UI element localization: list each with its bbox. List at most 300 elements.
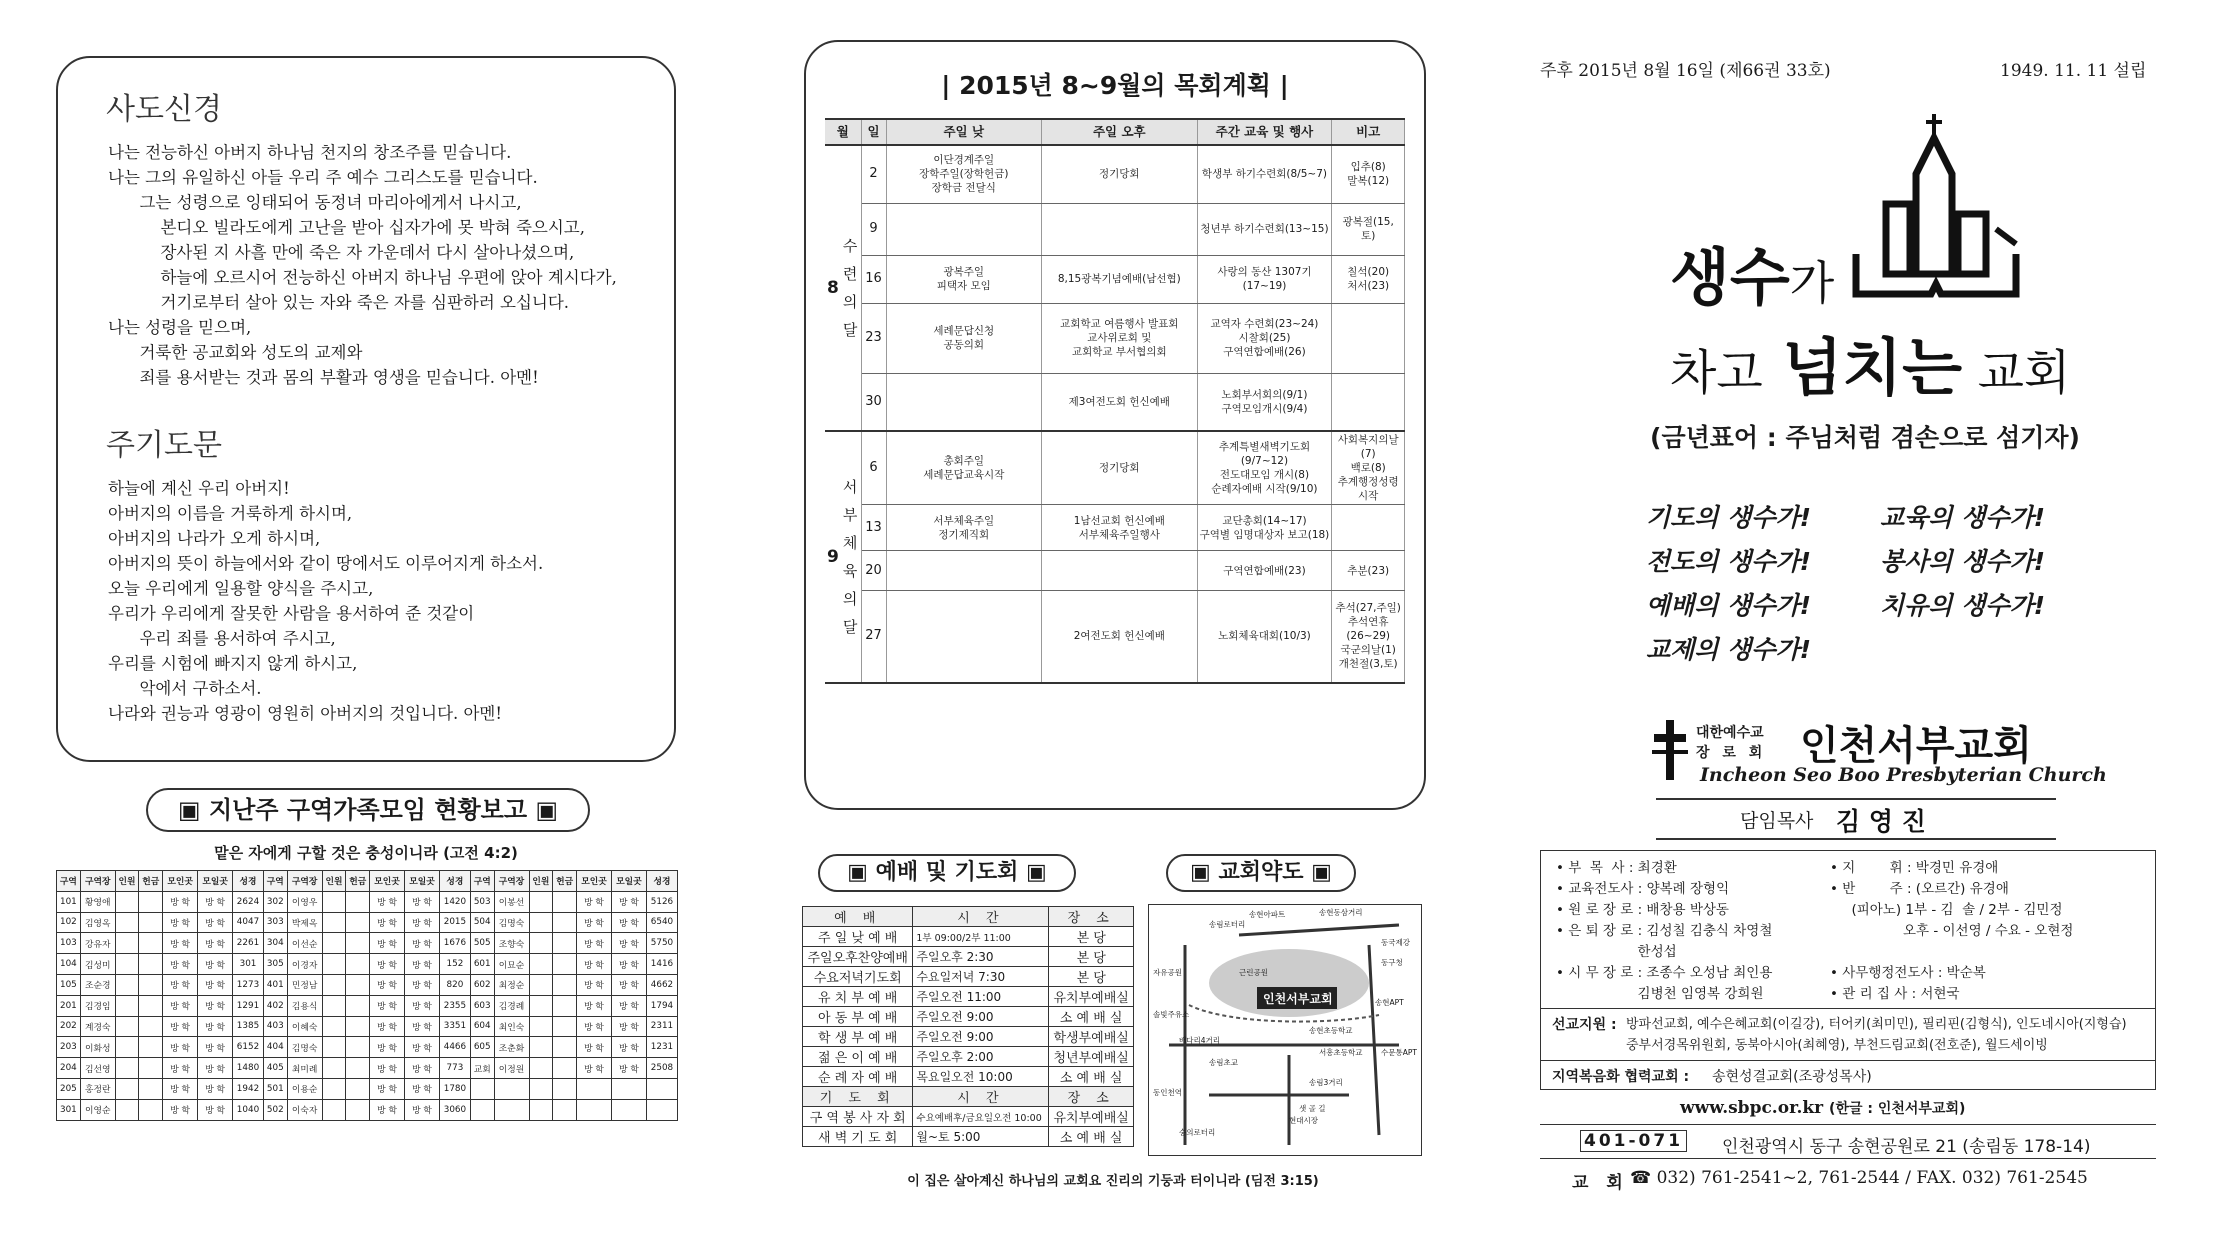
table-cell: 방 학 bbox=[370, 1016, 405, 1037]
table-cell bbox=[1042, 551, 1198, 591]
zip-code: 401-071 bbox=[1580, 1130, 1687, 1152]
table-row bbox=[57, 1037, 678, 1058]
table-cell: 추계특별새벽기도회(9/7~12) 전도대모임 개시(8) 순례자예배 시작(9/10) bbox=[1197, 431, 1332, 505]
table-cell bbox=[553, 1037, 577, 1058]
report-header-cell: 인원 bbox=[322, 871, 346, 892]
table-row bbox=[57, 891, 678, 912]
table-cell: 방 학 bbox=[370, 912, 405, 933]
table-cell: 본 당 bbox=[1049, 947, 1134, 967]
church-name-en: Incheon Seo Boo Presbyterian Church bbox=[1700, 764, 2107, 786]
map-label: 송림초교 bbox=[1209, 1058, 1238, 1067]
table-cell bbox=[346, 1037, 370, 1058]
table-cell: 1273 bbox=[233, 974, 264, 995]
table-cell: 황영애 bbox=[80, 891, 115, 912]
table-cell: 방 학 bbox=[198, 1058, 233, 1079]
table-cell: 박제옥 bbox=[287, 912, 322, 933]
table-cell: 3060 bbox=[439, 1099, 470, 1120]
prayer-line: 아버지의 나라가 오게 하시며, bbox=[108, 529, 321, 548]
table-cell: 방 학 bbox=[198, 1016, 233, 1037]
table-row bbox=[803, 947, 1134, 967]
table-cell bbox=[139, 1058, 163, 1079]
table-cell: 방 학 bbox=[198, 933, 233, 954]
table-cell bbox=[529, 974, 553, 995]
table-cell: 방 학 bbox=[577, 933, 612, 954]
table-cell: 방 학 bbox=[198, 1099, 233, 1120]
table-cell bbox=[529, 1099, 553, 1120]
cross-logo bbox=[1652, 720, 1688, 780]
table-cell: 본 당 bbox=[1049, 967, 1134, 987]
table-cell: 152 bbox=[439, 954, 470, 975]
table-cell: 603 bbox=[470, 995, 494, 1016]
table-cell bbox=[1332, 505, 1405, 551]
table-cell: 방 학 bbox=[577, 891, 612, 912]
table-cell: 방 학 bbox=[405, 1099, 440, 1120]
table-cell: 방 학 bbox=[405, 933, 440, 954]
table-cell bbox=[139, 1016, 163, 1037]
creed-line: 나는 전능하신 아버지 하나님 천지의 창조주를 믿습니다. bbox=[108, 143, 512, 162]
plan-month bbox=[825, 431, 861, 683]
table-cell bbox=[346, 1078, 370, 1099]
table-cell: 방 학 bbox=[611, 1058, 646, 1079]
table-cell bbox=[346, 933, 370, 954]
table-cell bbox=[529, 1058, 553, 1079]
table-cell: 이영우 bbox=[287, 891, 322, 912]
report-header-cell: 인원 bbox=[115, 871, 139, 892]
table-cell bbox=[346, 1016, 370, 1037]
prayer-line: 우리 죄를 용서하여 주시고, bbox=[108, 629, 336, 648]
map-label: 서흥초등학교 bbox=[1319, 1048, 1363, 1057]
map-church-label: 인천서부교회 bbox=[1263, 992, 1333, 1006]
table-cell: 2508 bbox=[646, 1058, 677, 1079]
table-row bbox=[57, 1016, 678, 1037]
table-cell bbox=[553, 1016, 577, 1037]
table-cell: 4466 bbox=[439, 1037, 470, 1058]
pastor-label: 담임목사 bbox=[1740, 810, 1814, 832]
table-cell: 방 학 bbox=[405, 1058, 440, 1079]
table-cell: 203 bbox=[57, 1037, 81, 1058]
plan-header-cell: 일 bbox=[861, 119, 886, 145]
table-cell: 주 일 낮 예 배 bbox=[803, 927, 913, 947]
table-cell: 본 당 bbox=[1049, 927, 1134, 947]
brand-word-chago: 차고 bbox=[1670, 345, 1763, 401]
table-cell: 방 학 bbox=[577, 974, 612, 995]
table-row bbox=[803, 1067, 1134, 1087]
table-cell bbox=[611, 1099, 646, 1120]
table-cell: 20 bbox=[861, 551, 886, 591]
worship-header-cell: 시 간 bbox=[913, 1087, 1049, 1107]
worship-header-cell: 기 도 회 bbox=[803, 1087, 913, 1107]
table-cell: 방 학 bbox=[577, 954, 612, 975]
table-cell bbox=[529, 954, 553, 975]
prayer-text bbox=[108, 476, 543, 726]
table-cell: 방 학 bbox=[198, 995, 233, 1016]
table-cell: 방 학 bbox=[370, 974, 405, 995]
slogan-7: 교제의 생수가! bbox=[1646, 635, 1812, 664]
prayer-line: 하늘에 계신 우리 아버지! bbox=[108, 479, 290, 498]
table-cell: 구 역 봉 사 자 회 bbox=[803, 1107, 913, 1127]
map-label: 송현아파트 bbox=[1249, 910, 1286, 919]
table-cell: 1385 bbox=[233, 1016, 264, 1037]
table-cell bbox=[139, 974, 163, 995]
creed-line: 거기로부터 살아 있는 자와 죽은 자를 심판하러 오십니다. bbox=[108, 293, 570, 312]
table-cell: 구역연합예배(23) bbox=[1197, 551, 1332, 591]
creed-line: 나는 그의 유일하신 아들 우리 주 예수 그리스도를 믿습니다. bbox=[108, 168, 538, 187]
issue-date: 주후 2015년 8월 16일 (제66권 33호) bbox=[1540, 61, 1831, 81]
table-cell bbox=[115, 912, 139, 933]
table-cell bbox=[139, 912, 163, 933]
table-cell: 홍정란 bbox=[80, 1078, 115, 1099]
table-cell bbox=[553, 1099, 577, 1120]
table-cell: 방 학 bbox=[611, 912, 646, 933]
table-cell: 주일오전 9:00 bbox=[913, 1027, 1049, 1047]
plan-month-name: 서 부 체 육 의 달 bbox=[842, 477, 858, 636]
table-cell: 김영옥 bbox=[80, 912, 115, 933]
table-cell: 방 학 bbox=[370, 1037, 405, 1058]
table-cell: 방 학 bbox=[163, 1099, 198, 1120]
annual-motto: (금년표어 : 주님처럼 겸손으로 섬기자) bbox=[1650, 423, 2080, 452]
contact-divider-2 bbox=[1540, 1158, 2156, 1159]
worship-verse: 이 집은 살아계신 하나님의 교회요 진리의 기둥과 터이니라 (딤전 3:15) bbox=[907, 1174, 1319, 1189]
table-row bbox=[825, 145, 1405, 203]
table-cell: 5126 bbox=[646, 891, 677, 912]
table-cell: 방 학 bbox=[198, 912, 233, 933]
website[interactable] bbox=[1680, 1098, 1965, 1118]
map-label: 송현초등학교 bbox=[1309, 1026, 1353, 1035]
mission-divider bbox=[1540, 1060, 2156, 1061]
table-cell: 강유자 bbox=[80, 933, 115, 954]
table-cell bbox=[529, 995, 553, 1016]
table-cell: 김선영 bbox=[80, 1058, 115, 1079]
table-cell: 방 학 bbox=[577, 1037, 612, 1058]
table-row bbox=[57, 954, 678, 975]
table-cell: 순 례 자 예 배 bbox=[803, 1067, 913, 1087]
table-cell: 104 bbox=[57, 954, 81, 975]
table-cell: 제3여전도회 헌신예배 bbox=[1042, 373, 1198, 431]
table-cell: 광복주일 피택자 모임 bbox=[886, 255, 1042, 303]
partner-label: 지역복음화 협력교회 : bbox=[1552, 1069, 1690, 1085]
slogan-5: 예배의 생수가! bbox=[1646, 591, 1812, 620]
report-header-row bbox=[57, 871, 678, 892]
table-cell: 소 예 배 실 bbox=[1049, 1007, 1134, 1027]
table-cell: 방 학 bbox=[163, 912, 198, 933]
report-verse: 맡은 자에게 구할 것은 충성이니라 (고전 4:2) bbox=[214, 844, 518, 862]
table-cell: 방 학 bbox=[163, 954, 198, 975]
table-cell: 1676 bbox=[439, 933, 470, 954]
creed-line: 그는 성령으로 잉태되어 동정녀 마리아에게서 나시고, bbox=[108, 193, 522, 212]
table-cell bbox=[115, 1037, 139, 1058]
prayer-line: 우리를 시험에 빠지지 않게 하시고, bbox=[108, 654, 358, 673]
table-row bbox=[803, 1027, 1134, 1047]
table-cell bbox=[529, 933, 553, 954]
table-cell: 이영순 bbox=[80, 1099, 115, 1120]
table-cell bbox=[322, 933, 346, 954]
table-cell: 청년부 하기수련회(13~15) bbox=[1197, 203, 1332, 255]
table-cell: 604 bbox=[470, 1016, 494, 1037]
report-header-cell: 성경 bbox=[439, 871, 470, 892]
brand-word-saengsu: 생수 bbox=[1670, 241, 1790, 314]
report-header-cell: 모일곳 bbox=[198, 871, 233, 892]
table-cell bbox=[115, 1099, 139, 1120]
table-cell: 1780 bbox=[439, 1078, 470, 1099]
table-cell: 방 학 bbox=[405, 1078, 440, 1099]
creed-line: 장사된 지 사흘 만에 죽은 자 가운데서 다시 살아나셨으며, bbox=[108, 243, 575, 262]
table-cell: 방 학 bbox=[198, 891, 233, 912]
table-cell: 방 학 bbox=[405, 954, 440, 975]
table-cell bbox=[886, 373, 1042, 431]
table-cell bbox=[529, 1016, 553, 1037]
plan-month-number: 8 bbox=[827, 278, 839, 298]
table-cell: 이화성 bbox=[80, 1037, 115, 1058]
table-cell: 501 bbox=[263, 1078, 287, 1099]
table-cell: 김성미 bbox=[80, 954, 115, 975]
table-cell: 이용순 bbox=[287, 1078, 322, 1099]
creed-line: 거룩한 공교회와 성도의 교제와 bbox=[108, 343, 363, 362]
table-cell: 유 치 부 예 배 bbox=[803, 987, 913, 1007]
partner-text: 송현성결교회(조광성목사) bbox=[1712, 1069, 1872, 1085]
staff-right: • 지 휘 : 박경민 유경애 • 반 주 : (오르간) 유경애 (피아노) 1부 - 김 솔 / 2부 - 김민정 오후 - 이선영 / 수요 - 오현정 • 사무행정전도사 : 박순복 • 관 리 집 사 : 서현국 bbox=[1830, 860, 2074, 1002]
table-cell: 201 bbox=[57, 995, 81, 1016]
table-cell bbox=[346, 891, 370, 912]
table-cell: 최정순 bbox=[494, 974, 529, 995]
table-cell: 방 학 bbox=[611, 954, 646, 975]
church-name-ko: 인천서부교회 bbox=[1800, 723, 2032, 769]
map-label: 현대시장 bbox=[1289, 1116, 1318, 1125]
table-cell: 정기당회 bbox=[1042, 145, 1198, 203]
table-cell bbox=[322, 954, 346, 975]
worship-header-cell: 예 배 bbox=[803, 907, 913, 927]
table-cell: 방 학 bbox=[611, 891, 646, 912]
table-cell: 1420 bbox=[439, 891, 470, 912]
table-row bbox=[803, 1007, 1134, 1027]
table-cell: 사랑의 동산 1307기(17~19) bbox=[1197, 255, 1332, 303]
table-cell: 1부 09:00/2부 11:00 bbox=[913, 927, 1049, 947]
table-cell bbox=[553, 912, 577, 933]
map-label: 솔빛주유소 bbox=[1153, 1010, 1190, 1019]
map-label: 동인천역 bbox=[1153, 1088, 1182, 1097]
table-cell: 최미례 bbox=[287, 1058, 322, 1079]
table-cell bbox=[139, 891, 163, 912]
table-cell: 교회 bbox=[470, 1058, 494, 1079]
table-cell: 추분(23) bbox=[1332, 551, 1405, 591]
denomination-1: 대한예수교 bbox=[1696, 725, 1764, 741]
prayer-meeting-header-row bbox=[803, 1087, 1134, 1107]
table-cell bbox=[494, 1078, 529, 1099]
report-header-cell: 모일곳 bbox=[405, 871, 440, 892]
table-cell: 젊 은 이 예 배 bbox=[803, 1047, 913, 1067]
table-cell: 105 bbox=[57, 974, 81, 995]
table-cell: 202 bbox=[57, 1016, 81, 1037]
table-cell: 방 학 bbox=[163, 891, 198, 912]
table-cell: 수요일저녁 7:30 bbox=[913, 967, 1049, 987]
worship-header-cell: 장 소 bbox=[1049, 907, 1134, 927]
table-cell bbox=[322, 974, 346, 995]
table-cell: 주일오후 2:00 bbox=[913, 1047, 1049, 1067]
table-cell: 서부체육주일 정기제직회 bbox=[886, 505, 1042, 551]
worship-table bbox=[802, 906, 1134, 1147]
table-cell: 1794 bbox=[646, 995, 677, 1016]
table-cell: 방 학 bbox=[577, 1016, 612, 1037]
table-row bbox=[803, 1047, 1134, 1067]
table-cell: 방 학 bbox=[577, 912, 612, 933]
table-cell: 방 학 bbox=[611, 995, 646, 1016]
table-cell bbox=[139, 1078, 163, 1099]
table-cell: 학 생 부 예 배 bbox=[803, 1027, 913, 1047]
address: 인천광역시 동구 송현공원로 21 (송림동 178-14) bbox=[1722, 1137, 2091, 1157]
table-cell bbox=[139, 1037, 163, 1058]
map-label: 샛 골 길 bbox=[1299, 1104, 1326, 1113]
creed-line: 하늘에 오르시어 전능하신 아버지 하나님 우편에 앉아 계시다가, bbox=[108, 268, 617, 287]
table-cell: 3351 bbox=[439, 1016, 470, 1037]
table-row bbox=[57, 1099, 678, 1120]
table-cell bbox=[139, 1099, 163, 1120]
table-cell bbox=[322, 1078, 346, 1099]
table-cell: 김명숙 bbox=[287, 1037, 322, 1058]
table-cell: 1040 bbox=[233, 1099, 264, 1120]
map-label: 숭의로터리 bbox=[1179, 1128, 1216, 1137]
table-cell: 602 bbox=[470, 974, 494, 995]
table-cell bbox=[346, 1099, 370, 1120]
bible-church-icon bbox=[1846, 104, 2026, 304]
map-label: 송현APT bbox=[1375, 998, 1404, 1007]
table-cell: 수요저녁기도회 bbox=[803, 967, 913, 987]
creed-line: 나는 성령을 믿으며, bbox=[108, 318, 252, 337]
table-cell: 1416 bbox=[646, 954, 677, 975]
table-cell bbox=[470, 1078, 494, 1099]
table-cell: 목요일오전 10:00 bbox=[913, 1067, 1049, 1087]
table-cell: 1231 bbox=[646, 1037, 677, 1058]
table-cell bbox=[139, 995, 163, 1016]
table-cell: 정기당회 bbox=[1042, 431, 1198, 505]
table-cell: 1291 bbox=[233, 995, 264, 1016]
table-cell: 방 학 bbox=[370, 891, 405, 912]
table-cell: 101 bbox=[57, 891, 81, 912]
table-cell: 방 학 bbox=[405, 995, 440, 1016]
report-header-cell: 헌금 bbox=[553, 871, 577, 892]
table-cell: 방 학 bbox=[405, 974, 440, 995]
table-cell: 6152 bbox=[233, 1037, 264, 1058]
report-header-cell: 구역장 bbox=[494, 871, 529, 892]
table-cell: 학생부예배실 bbox=[1049, 1027, 1134, 1047]
table-cell: 이혜숙 bbox=[287, 1016, 322, 1037]
table-cell: 16 bbox=[861, 255, 886, 303]
table-cell: 아 동 부 예 배 bbox=[803, 1007, 913, 1027]
table-cell: 수요예배후/금요일오전 10:00 bbox=[913, 1107, 1049, 1127]
creed-line: 본디오 빌라도에게 고난을 받아 십자가에 못 박혀 죽으시고, bbox=[108, 218, 585, 237]
plan-month bbox=[825, 145, 861, 431]
table-cell: 조향숙 bbox=[494, 933, 529, 954]
church-map bbox=[1148, 904, 1422, 1156]
table-cell bbox=[553, 1078, 577, 1099]
table-cell: 304 bbox=[263, 933, 287, 954]
table-cell: 27 bbox=[861, 591, 886, 683]
table-cell: 방 학 bbox=[198, 1037, 233, 1058]
table-row bbox=[803, 927, 1134, 947]
table-cell bbox=[553, 933, 577, 954]
prayer-line: 아버지의 뜻이 하늘에서와 같이 땅에서도 이루어지게 하소서. bbox=[108, 554, 544, 573]
table-cell: 방 학 bbox=[163, 1058, 198, 1079]
table-cell: 광복절(15, 토) bbox=[1332, 203, 1405, 255]
table-cell bbox=[529, 1078, 553, 1099]
table-cell: 방 학 bbox=[163, 974, 198, 995]
table-cell: 301 bbox=[233, 954, 264, 975]
table-row bbox=[825, 303, 1405, 373]
table-cell bbox=[886, 591, 1042, 683]
table-cell: 820 bbox=[439, 974, 470, 995]
table-cell: 방 학 bbox=[163, 995, 198, 1016]
table-cell bbox=[322, 995, 346, 1016]
table-cell: 302 bbox=[263, 891, 287, 912]
table-cell: 504 bbox=[470, 912, 494, 933]
table-cell: 401 bbox=[263, 974, 287, 995]
report-header-cell: 모인곳 bbox=[577, 871, 612, 892]
report-header-cell: 성경 bbox=[646, 871, 677, 892]
map-label: 자유공원 bbox=[1153, 968, 1182, 977]
website-url[interactable]: www.sbpc.or.kr bbox=[1680, 1098, 1824, 1118]
brand-line1 bbox=[1670, 228, 1834, 317]
table-cell: 새 벽 기 도 회 bbox=[803, 1127, 913, 1147]
table-cell: 방 학 bbox=[405, 1016, 440, 1037]
prayer-line: 아버지의 이름을 거룩하게 하시며, bbox=[108, 504, 353, 523]
table-cell bbox=[322, 1016, 346, 1037]
mission-text: 방파선교회, 예수은혜교회(이길강), 터어키(최미민), 필리핀(김형식), 인도네시아(지형습) 중부서경목위원회, 동북아시아(최혜영), 부천드림교회(전호준), 월드세이빙 bbox=[1626, 1017, 2127, 1053]
table-cell: 김용식 bbox=[287, 995, 322, 1016]
table-cell: 노회체육대회(10/3) bbox=[1197, 591, 1332, 683]
website-note: (한글 : 인천서부교회) bbox=[1829, 1101, 1966, 1117]
brand-word-church: 교회 bbox=[1977, 345, 2071, 401]
table-cell bbox=[322, 912, 346, 933]
table-cell: 김명숙 bbox=[494, 912, 529, 933]
report-header-cell: 구역 bbox=[470, 871, 494, 892]
table-row bbox=[803, 1107, 1134, 1127]
creed-text bbox=[108, 140, 617, 390]
table-cell bbox=[322, 1058, 346, 1079]
table-cell: 이선순 bbox=[287, 933, 322, 954]
table-cell: 404 bbox=[263, 1037, 287, 1058]
table-cell: 방 학 bbox=[163, 1078, 198, 1099]
table-cell: 1480 bbox=[233, 1058, 264, 1079]
table-cell: 4047 bbox=[233, 912, 264, 933]
table-cell: 이숙자 bbox=[287, 1099, 322, 1120]
table-cell: 502 bbox=[263, 1099, 287, 1120]
plan-month-name: 수 련 의 달 bbox=[842, 237, 858, 339]
table-cell: 773 bbox=[439, 1058, 470, 1079]
table-row bbox=[825, 505, 1405, 551]
table-cell bbox=[611, 1078, 646, 1099]
table-cell: 유치부예배실 bbox=[1049, 987, 1134, 1007]
table-row bbox=[825, 431, 1405, 505]
map-label: 송림3거리 bbox=[1309, 1078, 1343, 1087]
table-cell: 303 bbox=[263, 912, 287, 933]
table-cell: 사회복지의날(7) 백로(8) 추계행정성령시작 bbox=[1332, 431, 1405, 505]
table-cell: 학생부 하기수련회(8/5~7) bbox=[1197, 145, 1332, 203]
denomination-2: 장 로 회 bbox=[1696, 745, 1767, 761]
map-label: 송현동삼거리 bbox=[1319, 908, 1363, 917]
map-label: 수문통APT bbox=[1381, 1048, 1417, 1057]
table-cell bbox=[494, 1099, 529, 1120]
table-cell bbox=[1332, 303, 1405, 373]
map-label: 근린공원 bbox=[1239, 968, 1268, 977]
table-cell bbox=[886, 203, 1042, 255]
table-cell: 301 bbox=[57, 1099, 81, 1120]
plan-header-row bbox=[825, 119, 1405, 145]
table-cell: 이묘순 bbox=[494, 954, 529, 975]
table-cell: 2 bbox=[861, 145, 886, 203]
table-cell: 세례문답신청 공동의회 bbox=[886, 303, 1042, 373]
creed-line: 죄를 용서받는 것과 몸의 부활과 영생을 믿습니다. 아멘! bbox=[108, 368, 539, 387]
phone-numbers: ☎ 032) 761-2541~2, 761-2544 / FAX. 032) 761-2545 bbox=[1630, 1168, 2088, 1188]
map-label: 송림로터리 bbox=[1209, 920, 1246, 929]
table-row bbox=[57, 912, 678, 933]
